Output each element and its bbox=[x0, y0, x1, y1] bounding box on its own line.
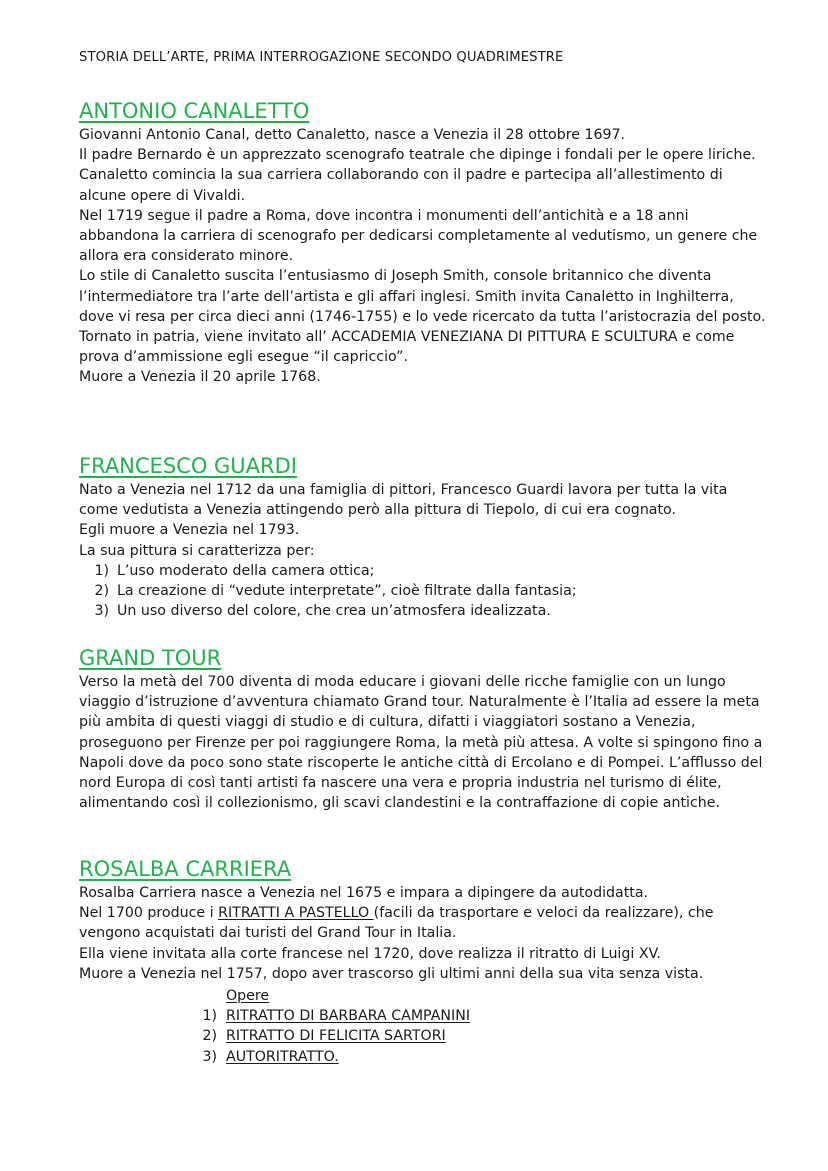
work-title: AUTORITRATTO. bbox=[226, 1048, 339, 1065]
works-list bbox=[199, 1006, 599, 1067]
section-guardi bbox=[79, 453, 769, 621]
list-item bbox=[79, 561, 769, 581]
section-title-carriera: ROSALBA CARRIERA bbox=[79, 857, 292, 881]
works-label: Opere bbox=[226, 988, 270, 1004]
list-item bbox=[79, 581, 769, 601]
paragraph: Verso la metà del 700 diventa di moda educare i giovani delle ricche famiglie con un lungo viaggio d’istruzione d’avventura chiamato Grand tour. Naturalmente è l’Italia ad essere la meta più ambita di questi viaggi di studio e di cultura, difatti i viaggiatori sostano a Venezia, proseguono per Firenze per poi raggiungere Roma, la metà più attesa. A volte si spingono fino a Napoli dove da poco sono state riscoperte le antiche città di Ercolano e di Pompei. L’afflusso del nord Europa di così tanti artisti fa nascere una vera e propria industria nel turismo di élite, alimentando così il collezionismo, gli scavi clandestini e la contraffazione di copie antiche. bbox=[79, 674, 763, 812]
paragraph: Ella viene invitata alla corte francese nel 1720, dove realizza il ritratto di Luigi XV. bbox=[79, 945, 661, 962]
paragraph: Giovanni Antonio Canal, detto Canaletto, nasce a Venezia il 28 ottobre 1697. bbox=[79, 127, 626, 143]
text-span: (facili da trasportare e veloci da realizzare), che vengono acquistati dai turisti del Grand Tour in Italia. bbox=[79, 905, 714, 942]
work-title: RITRATTO DI BARBARA CAMPANINI bbox=[226, 1008, 471, 1025]
work-title: RITRATTO DI FELICITA SARTORI bbox=[226, 1028, 446, 1045]
list-number: 1) bbox=[94, 562, 109, 579]
list-text: L’uso moderato della camera ottica; bbox=[117, 562, 375, 579]
paragraph: Muore a Venezia il 20 aprile 1768. bbox=[79, 369, 321, 386]
paragraph: Muore a Venezia nel 1757, dopo aver trascorso gli ultimi anni della sua vita senza vista. bbox=[79, 965, 704, 982]
list-number: 1) bbox=[202, 1008, 217, 1025]
list-number: 2) bbox=[94, 583, 109, 600]
list-item bbox=[199, 1047, 599, 1067]
paragraph bbox=[79, 903, 769, 943]
paragraph: La sua pittura si caratterizza per: bbox=[79, 542, 315, 559]
section-title-guardi: FRANCESCO GUARDI bbox=[79, 454, 297, 478]
section-title-grand-tour: GRAND TOUR bbox=[79, 646, 222, 670]
pastello-link: RITRATTI A PASTELLO bbox=[218, 905, 374, 922]
paragraph: Tornato in patria, viene invitato all’ ACCADEMIA VENEZIANA DI PITTURA E SCULTURA e come prova d’ammissione egli esegue “il capriccio”. bbox=[79, 329, 735, 366]
section-canaletto bbox=[79, 98, 769, 388]
paragraph: Egli muore a Venezia nel 1793. bbox=[79, 522, 300, 539]
paragraph: Nel 1719 segue il padre a Roma, dove incontra i monumenti dell’antichità e a 18 anni abbandona la carriera di scenografo per dedicarsi completamente al vedutismo, un genere che allora era considerato minore. bbox=[79, 207, 758, 265]
document-header: STORIA DELL’ARTE, PRIMA INTERROGAZIONE SECONDO QUADRIMESTRE bbox=[79, 50, 564, 65]
section-carriera bbox=[79, 856, 769, 984]
text-span: Nel 1700 produce i bbox=[79, 905, 219, 922]
works-list-block bbox=[199, 986, 599, 1067]
list-text: Un uso diverso del colore, che crea un’atmosfera idealizzata. bbox=[117, 603, 551, 620]
paragraph: Nato a Venezia nel 1712 da una famiglia di pittori, Francesco Guardi lavora per tutta la vita come vedutista a Venezia attingendo però alla pittura di Tiepolo, di cui era cognato. bbox=[79, 482, 728, 519]
list-item bbox=[199, 1006, 599, 1026]
paragraph: Rosalba Carriera nasce a Venezia nel 1675 e impara a dipingere da autodidatta. bbox=[79, 885, 649, 901]
section-grand-tour bbox=[79, 645, 769, 813]
list-number: 2) bbox=[202, 1028, 217, 1045]
paragraph: Lo stile di Canaletto suscita l’entusiasmo di Joseph Smith, console britannico che diventa l’intermediatore tra l’arte dell’artista e gli affari inglesi. Smith invita Canaletto in Inghilterra, dove vi resa per circa dieci anni (1746-1755) e lo vede ricercato da tutta l’aristocrazia del posto. bbox=[79, 268, 766, 325]
paragraph: Il padre Bernardo è un apprezzato scenografo teatrale che dipinge i fondali per le opere liriche. bbox=[79, 147, 756, 164]
list-number: 3) bbox=[94, 603, 109, 620]
list-number: 3) bbox=[202, 1048, 217, 1065]
list-item bbox=[79, 601, 769, 621]
list-item bbox=[199, 1026, 599, 1046]
characteristics-list bbox=[79, 561, 769, 622]
paragraph: Canaletto comincia la sua carriera collaborando con il padre e partecipa all’allestimento di alcune opere di Vivaldi. bbox=[79, 167, 723, 204]
section-title-canaletto: ANTONIO CANALETTO bbox=[79, 99, 310, 123]
list-text: La creazione di “vedute interpretate”, cioè filtrate dalla fantasia; bbox=[117, 583, 577, 600]
